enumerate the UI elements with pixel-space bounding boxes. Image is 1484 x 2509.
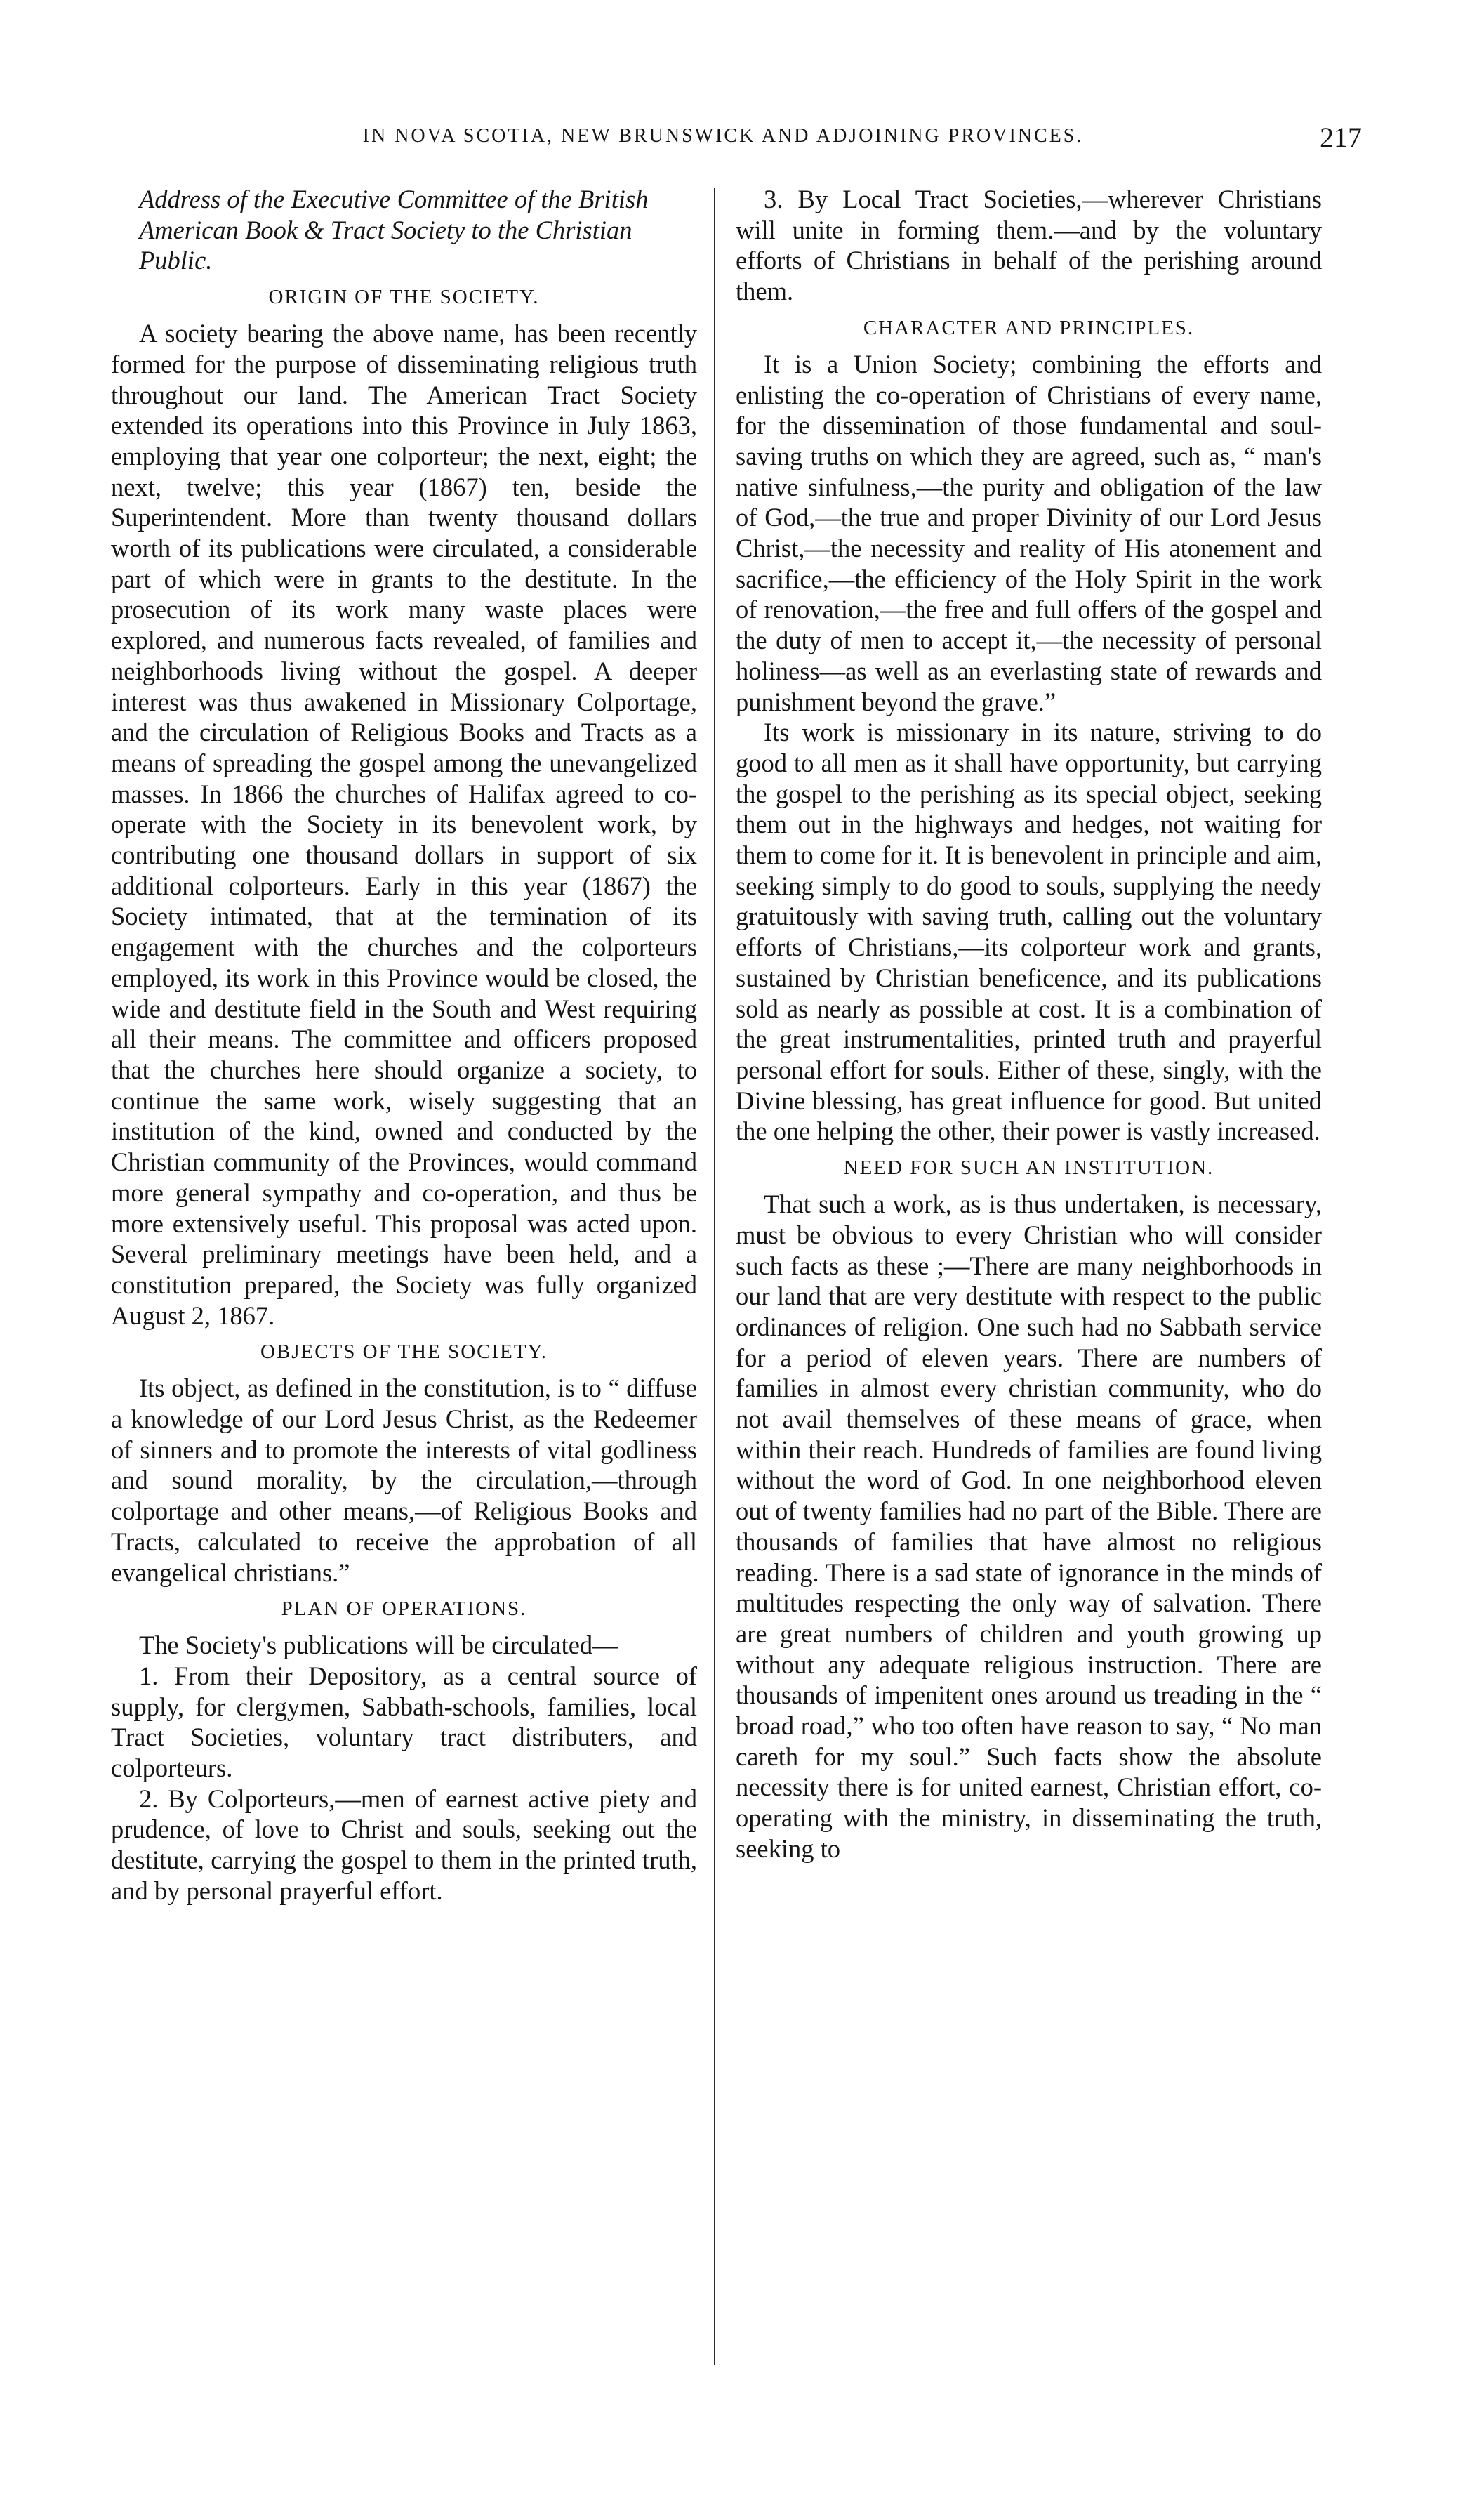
paragraph-objects: Its object, as defined in the constitution, is to “ diffuse a knowledge of our Lord Jesus Christ, as the Redeemer of sinners and to promote the interests of vital godliness and sound morality, by the circulation,—through colportage and other means,—of Religious Books and Tracts, calculated to receive the approbation of all evangelical christians.” xyxy=(111,1374,697,1587)
paragraph-work: Its work is missionary in its nature, striving to do good to all men as it shall have opportunity, but carrying the gospel to the perishing as its special object, seeking them out in the highways and hedges, not waiting for them to come for it. It is benevolent in principle and aim, seeking simply to do good to souls, supplying the needy gratuitously with saving truth, calling out the voluntary efforts of Christians,—its colporteur work and grants, sustained by Christian beneficence, and its publications sold as nearly as possible at cost. It is a combination of the great instrumentalities, printed truth and prayerful personal effort for souls. Either of these, singly, with the Divine blessing, has great influence for good. But united the one helping the other, their power is vastly increased. xyxy=(736,718,1322,1146)
right-column xyxy=(736,184,1322,1864)
plan-item-1: 1. From their Depository, as a central source of supply, for clergymen, Sabbath-schools, families, local Tract Societies, voluntary tract distributers, and colporteurs. xyxy=(111,1661,697,1783)
column-divider xyxy=(714,188,715,2365)
paragraph-need: That such a work, as is thus undertaken, is necessary, must be obvious to every Christian who will consider such facts as these ;—There are many neighborhoods in our land that are very destitute with respect to the public ordinances of religion. One such had no Sabbath service for a period of eleven years. There are numbers of families in almost every christian community, who do not avail themselves of these means of grace, when within their reach. Hundreds of families are found living without the word of God. In one neighborhood eleven out of twenty families had no part of the Bible. There are thousands of families that have almost no religious reading. There is a sad state of ignorance in the minds of multitudes respecting the only way of salvation. There are great numbers of children and youth growing up without any adequate religious instruction. There are thousands of impenitent ones around us treading in the “ broad road,” who too often have reason to say, “ No man careth for my soul.” Such facts show the absolute necessity there is for united earnest, Christian effort, co-operating with the ministry, in disseminating the truth, seeking to xyxy=(736,1190,1322,1863)
page-number: 217 xyxy=(1320,121,1362,153)
section-heading-objects: OBJECTS OF THE SOCIETY. xyxy=(260,1341,548,1364)
running-title: IN NOVA SCOTIA, NEW BRUNSWICK AND ADJOINING PROVINCES. xyxy=(362,125,1084,147)
paragraph-character: It is a Union Society; combining the efforts and enlisting the co-operation of Christians of every name, for the dissemination of those fundamental and soul-saving truths on which they are agreed, such as, “ man's native sinfulness,—the purity and obligation of the law of God,—the true and proper Divinity of our Lord Jesus Christ,—the necessity and reality of His atonement and sacrifice,—the efficiency of the Holy Spirit in the work of renovation,—the free and full offers of the gospel and the duty of men to accept it,—the necessity of personal holiness—as well as an everlasting state of rewards and punishment beyond the grave.” xyxy=(736,349,1322,716)
address-title: Address of the Executive Committee of the British American Book & Tract Society to the Christian Public. xyxy=(139,185,649,275)
left-column xyxy=(111,184,697,1907)
paragraph-plan-intro: The Society's publications will be circulated— xyxy=(139,1631,618,1660)
section-heading-character: CHARACTER AND PRINCIPLES. xyxy=(863,316,1195,339)
running-header xyxy=(168,121,1362,160)
section-heading-origin: ORIGIN OF THE SOCIETY. xyxy=(268,286,540,309)
paragraph-origin: A society bearing the above name, has been recently formed for the purpose of disseminating religious truth throughout our land. The American Tract Society extended its operations into this Province in July 1863, employing that year one colporteur; the next, eight; the next, twelve; this year (1867) ten, beside the Superintendent. More than twenty thousand dollars worth of its publications were circulated, a considerable part of which were in grants to the destitute. In the prosecution of its work many waste places were explored, and numerous facts revealed, of families and neighborhoods living without the gospel. A deeper interest was thus awakened in Missionary Colportage, and the circulation of Religious Books and Tracts as a means of spreading the gospel among the unevangelized masses. In 1866 the churches of Halifax agreed to co-operate with the Society in its benevolent work, by contributing one thousand dollars in support of six additional colporteurs. Early in this year (1867) the Society intimated, that at the termination of its engagement with the churches and the colporteurs employed, its work in this Province would be closed, the wide and destitute field in the South and West requiring all their means. The committee and officers proposed that the churches here should organize a society, to continue the same work, wisely suggesting that an institution of the kind, owned and conducted by the Christian community of the Provinces, would command more general sympathy and co-operation, and thus be more extensively useful. This proposal was acted upon. Several preliminary meetings have been held, and a constitution prepared, the Society was fully organized August 2, 1867. xyxy=(111,319,697,1330)
plan-item-3: 3. By Local Tract Societies,—wherever Christians will unite in forming them.—and by the voluntary efforts of Christians in behalf of the perishing around them. xyxy=(736,185,1322,306)
section-heading-plan: PLAN OF OPERATIONS. xyxy=(281,1598,527,1621)
section-heading-need: NEED FOR SUCH AN INSTITUTION. xyxy=(843,1157,1214,1180)
plan-item-2: 2. By Colporteurs,—men of earnest active piety and prudence, of love to Christ and souls, seeking out the destitute, carrying the gospel to them in the printed truth, and by personal prayerful effort. xyxy=(111,1784,697,1905)
